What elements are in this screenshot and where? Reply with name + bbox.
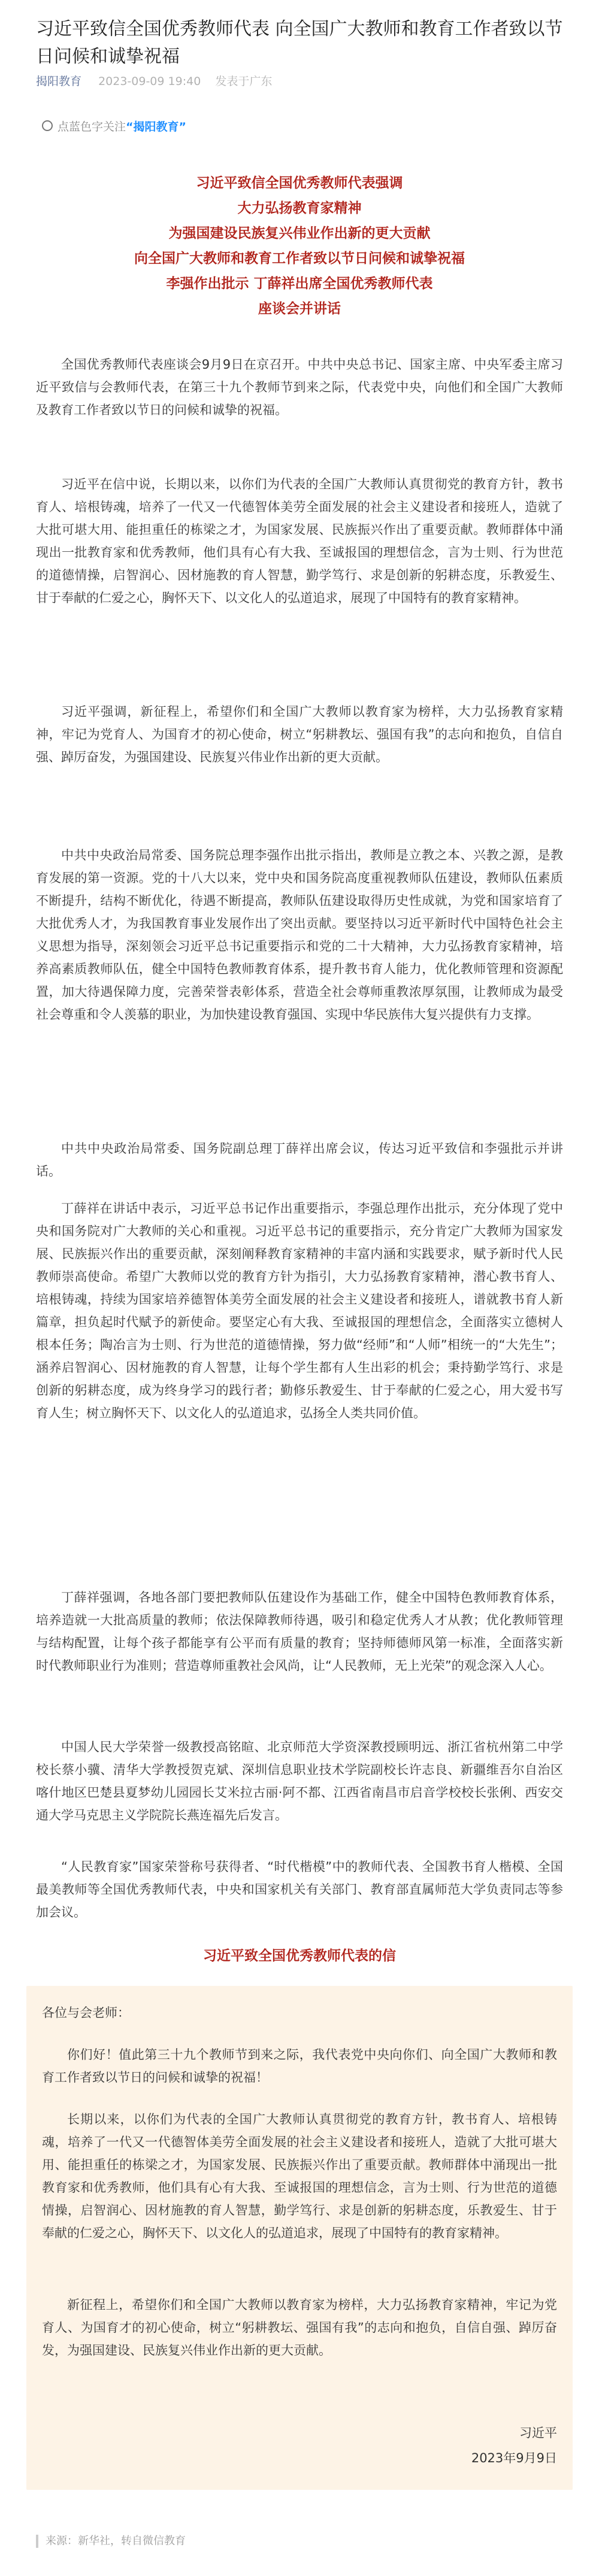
body-paragraph: “人民教育家”国家荣誉称号获得者、“时代楷模”中的教师代表、全国教书育人楷模、全国最美教师等全国优秀教师代表，中央和国家机关有关部门、教育部直属师范大学负责同志等参加会议。 [36,1860,563,1919]
article-meta [36,73,272,90]
headline-line: 习近平致信全国优秀教师代表强调 [196,175,403,191]
headline-line: 为强国建设民族复兴伟业作出新的更大贡献 [168,226,431,241]
headline-line: 大力弘扬教育家精神 [237,201,362,216]
letter-title: 习近平致全国优秀教师代表的信 [203,1948,396,1964]
body-paragraph: 习近平强调，新征程上，希望你们和全国广大教师以教育家为榜样，大力弘扬教育家精神，牢记为党育人、为国育才的初心使命，树立“躬耕教坛、强国有我”的志向和抱负，自信自强、踔厉奋发，为强国建设、民族复兴伟业作出新的更大贡献。 [36,704,563,764]
follow-account-link[interactable]: “揭阳教育” [126,120,186,133]
body-paragraph: 中国人民大学荣誉一级教授高铭暄、北京师范大学资深教授顾明远、浙江省杭州第二中学校长蔡小骥、清华大学教授贺克斌、深圳信息职业技术学院副校长许志良、新疆维吾尔自治区喀什地区巴楚县夏梦幼儿园园长艾米拉古丽·阿不都、江西省南昌市启音学校校长张俐、西安交通大学马克思主义学院院长燕连福先后发言。 [36,1740,563,1822]
source-bar-icon [36,2535,38,2548]
letter-paragraph: 你们好！值此第三十九个教师节到来之际，我代表党中央向你们、向全国广大教师和教育工作者致以节日的问候和诚挚的祝福！ [42,2048,557,2085]
letter-date: 2023年9月9日 [471,2451,557,2465]
body-paragraph: 中共中央政治局常委、国务院总理李强作出批示指出，教师是立教之本、兴教之源，是教育发展的第一资源。党的十八大以来，党中央和国务院高度重视教师队伍建设，教师队伍素质不断提升，结构不断优化，待遇不断提高，教师队伍建设取得历史性成就，为党和国家培育了大批优秀人才，为我国教育事业发展作出了突出贡献。要坚持以习近平新时代中国特色社会主义思想为指导，深刻领会习近平总书记重要指示和党的二十大精神，大力弘扬教育家精神，培养高素质教师队伍，健全中国特色教师教育体系，提升教书育人能力，优化教师管理和资源配置，加大待遇保障力度，完善荣誉表彰体系，营造全社会尊师重教浓厚氛围，让教师成为最受社会尊重和令人羡慕的职业，为加快建设教育强国、实现中华民族伟大复兴提供有力支撑。 [36,848,563,1022]
body-paragraph: 中共中央政治局常委、国务院副总理丁薛祥出席会议，传达习近平致信和李强批示并讲话。 [36,1141,563,1178]
headline-line: 李强作出批示 丁薛祥出席全国优秀教师代表 [166,276,433,291]
source-note [36,2533,186,2550]
letter-paragraph: 长期以来，以你们为代表的全国广大教师认真贯彻党的教育方针，教书育人、培根铸魂，培养了一代又一代德智体美劳全面发展的社会主义建设者和接班人，造就了大批可堪大用、能担重任的栋梁之才，为国家发展、民族振兴作出了重要贡献。教师群体中涌现出一批教育家和优秀教师，他们具有心有大我、至诚报国的理想信念，言为士则、行为世范的道德情操，启智润心、因材施教的育人智慧，勤学笃行、求是创新的躬耕态度，乐教爱生、甘于奉献的仁爱之心，胸怀天下、以文化人的弘道追求，展现了中国特有的教育家精神。 [42,2112,557,2240]
publish-location: 发表于广东 [215,75,273,88]
body-paragraph: 全国优秀教师代表座谈会9月9日在京召开。中共中央总书记、国家主席、中央军委主席习近平致信与会教师代表，在第三十九个教师节到来之际，代表党中央，向他们和全国广大教师及教育工作者致以节日的问候和诚挚的祝福。 [36,357,563,417]
letter-salutation: 各位与会老师： [42,2006,130,2020]
follow-circle-icon [42,120,53,131]
publish-date: 2023-09-09 19:40 [98,75,201,88]
body-paragraph: 丁薛祥强调，各地各部门要把教师队伍建设作为基础工作，健全中国特色教师教育体系，培养造就一大批高质量的教师；依法保障教师待遇，吸引和稳定优秀人才从教；优化教师管理与结构配置，让每个孩子都能享有公平而有质量的教育；坚持师德师风第一标准，全面落实新时代教师职业行为准则；营造尊师重教社会风尚，让“人民教师，无上光荣”的观念深入人心。 [36,1590,563,1673]
follow-prompt [58,119,186,135]
body-paragraph: 丁薛祥在讲话中表示，习近平总书记作出重要指示，李强总理作出批示，充分体现了党中央和国务院对广大教师的关心和重视。习近平总书记的重要指示，充分肯定广大教师为国家发展、民族振兴作出的重要贡献，深刻阐释教育家精神的丰富内涵和实践要求，赋予新时代人民教师崇高使命。希望广大教师以党的教育方针为指引，大力弘扬教育家精神，潜心教书育人、培根铸魂，持续为国家培养德智体美劳全面发展的社会主义建设者和接班人，谱就教书育人新篇章，担负起时代赋予的新使命。要坚定心有大我、至诚报国的理想信念，全面落实立德树人根本任务；陶冶言为士则、行为世范的道德情操，努力做“经师”和“人师”相统一的“大先生”；涵养启智润心、因材施教的育人智慧，让每个学生都有人生出彩的机会；秉持勤学笃行、求是创新的躬耕态度，成为终身学习的践行者；勤修乐教爱生、甘于奉献的仁爱之心，用大爱书写育人生；树立胸怀天下、以文化人的弘道追求，弘扬全人类共同价值。 [36,1201,563,1420]
headline-line: 座谈会并讲话 [258,301,341,317]
source-text: 来源：新华社，转自微信教育 [46,2535,186,2547]
letter-box [26,1986,573,2490]
article-title: 习近平致信全国优秀教师代表 向全国广大教师和教育工作者致以节日问候和诚挚祝福 [36,19,563,67]
headline-line: 向全国广大教师和教育工作者致以节日问候和诚挚祝福 [134,251,465,266]
body-paragraph: 习近平在信中说，长期以来，以你们为代表的全国广大教师认真贯彻党的教育方针，教书育人、培根铸魂，培养了一代又一代德智体美劳全面发展的社会主义建设者和接班人，造就了大批可堪大用、能担重任的栋梁之才，为国家发展、民族振兴作出了重要贡献。教师群体中涌现出一批教育家和优秀教师，他们具有心有大我、至诚报国的理想信念，言为士则、行为世范的道德情操，启智润心、因材施教的育人智慧，勤学笃行、求是创新的躬耕态度，乐教爱生、甘于奉献的仁爱之心，胸怀天下、以文化人的弘道追求，展现了中国特有的教育家精神。 [36,477,563,605]
account-name-link[interactable]: 揭阳教育 [36,75,82,88]
follow-prefix: 点蓝色字关注 [58,120,126,133]
letter-signature: 习近平 [519,2426,557,2440]
letter-paragraph: 新征程上，希望你们和全国广大教师以教育家为榜样，大力弘扬教育家精神，牢记为党育人、为国育才的初心使命，树立“躬耕教坛、强国有我”的志向和抱负，自信自强、踔厉奋发，为强国建设、民族复兴伟业作出新的更大贡献。 [42,2298,557,2358]
